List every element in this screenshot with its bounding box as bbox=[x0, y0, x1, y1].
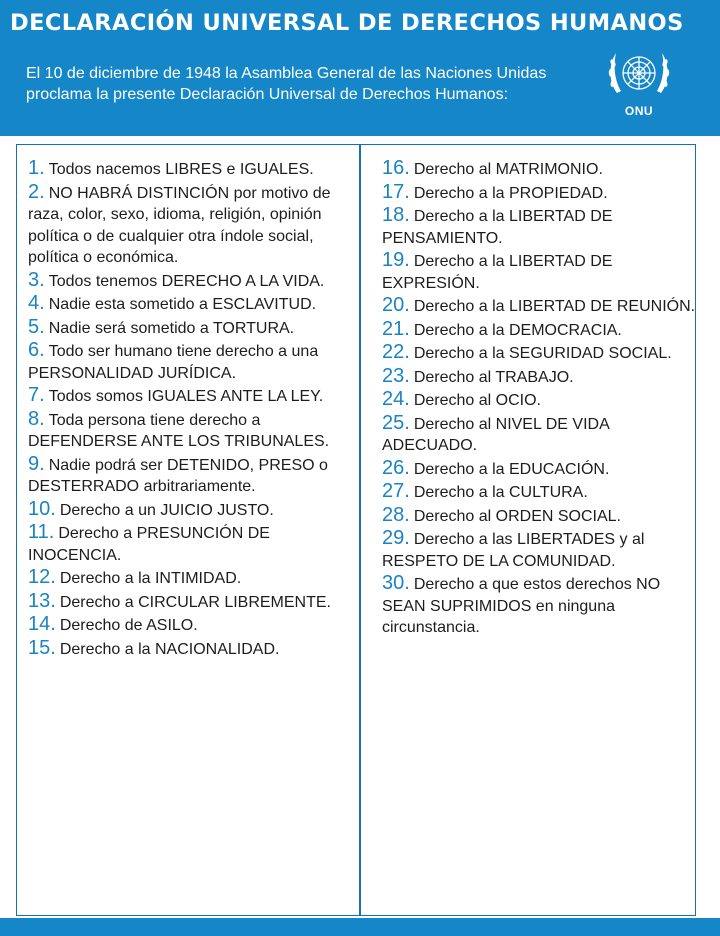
right-item bbox=[28, 614, 348, 637]
onu-logo-text: ONU bbox=[624, 104, 654, 118]
right-number: 7. bbox=[28, 384, 45, 406]
right-item bbox=[28, 499, 348, 522]
right-number: 17. bbox=[382, 180, 410, 203]
right-item bbox=[382, 505, 700, 528]
right-text: Derecho a la EDUCACIÓN. bbox=[413, 460, 610, 478]
right-number: 11. bbox=[28, 521, 55, 543]
right-item bbox=[28, 182, 348, 269]
right-number: 23. bbox=[382, 364, 410, 387]
right-text: Derecho a la NACIONALIDAD. bbox=[59, 640, 280, 658]
right-number: 26. bbox=[382, 456, 410, 479]
right-text: Derecho a la PROPIEDAD. bbox=[413, 184, 608, 202]
right-text: Derecho a CIRCULAR LIBREMENTE. bbox=[59, 593, 331, 611]
right-text: Todo ser humano tiene derecho a una PERSONALIDAD JURÍDICA. bbox=[28, 343, 319, 382]
right-item bbox=[382, 182, 700, 205]
header-banner bbox=[0, 0, 720, 136]
right-number: 6. bbox=[28, 339, 45, 361]
right-item bbox=[28, 409, 348, 453]
right-text: Derecho al NIVEL DE VIDA ADECUADO. bbox=[382, 415, 609, 454]
right-item bbox=[28, 567, 348, 590]
right-item bbox=[28, 638, 348, 661]
right-item bbox=[382, 366, 700, 389]
right-number: 29. bbox=[382, 527, 410, 549]
right-text: Derecho a la LIBERTAD DE REUNIÓN. bbox=[413, 298, 696, 315]
right-number: 20. bbox=[382, 294, 410, 316]
right-number: 18. bbox=[382, 204, 410, 226]
right-text: Derecho a la LIBERTAD DE PENSAMIENTO. bbox=[382, 208, 613, 247]
right-text: Derecho al OCIO. bbox=[413, 392, 541, 409]
right-text: Derecho al MATRIMONIO. bbox=[413, 161, 603, 178]
right-item bbox=[382, 481, 700, 504]
column-divider bbox=[359, 144, 361, 916]
right-text: Derecho a la LIBERTAD DE EXPRESIÓN. bbox=[382, 253, 613, 292]
right-item bbox=[382, 205, 700, 249]
right-text: Toda persona tiene derecho a DEFENDERSE ANTE LOS TRIBUNALES. bbox=[28, 411, 330, 450]
right-item bbox=[28, 591, 348, 614]
right-text: NO HABRÁ DISTINCIÓN por motivo de raza, color, sexo, idioma, religión, opinión política o de cualquier otra índole social, política o económica. bbox=[28, 184, 331, 266]
right-number: 24. bbox=[382, 388, 410, 410]
right-item bbox=[382, 250, 700, 294]
right-text: Nadie será sometido a TORTURA. bbox=[48, 319, 295, 337]
rights-column-right bbox=[382, 158, 700, 640]
right-item bbox=[28, 158, 348, 181]
right-number: 19. bbox=[382, 249, 410, 271]
right-text: Derecho a que estos derechos NO SEAN SUPRIMIDOS en ninguna circunstancia. bbox=[382, 576, 661, 636]
right-item bbox=[382, 528, 700, 572]
right-number: 21. bbox=[382, 317, 410, 340]
right-text: Todos somos IGUALES ANTE LA LEY. bbox=[48, 388, 324, 405]
intro-text: El 10 de diciembre de 1948 la Asamblea General de las Naciones Unidas proclama la presente Declaración Universal de Derechos Humanos: bbox=[26, 65, 547, 103]
right-number: 13. bbox=[28, 589, 56, 612]
right-text: Derecho de ASILO. bbox=[59, 617, 198, 634]
right-number: 30. bbox=[382, 572, 410, 594]
right-text: Nadie podrá ser DETENIDO, PRESO o DESTERRADO arbitrariamente. bbox=[28, 456, 328, 495]
right-text: Derecho a la CULTURA. bbox=[413, 484, 588, 501]
right-item bbox=[382, 389, 700, 412]
right-number: 12. bbox=[28, 566, 56, 588]
right-number: 25. bbox=[382, 411, 410, 434]
right-number: 15. bbox=[28, 636, 56, 659]
right-text: Derecho a la DEMOCRACIA. bbox=[413, 321, 622, 339]
right-text: Derecho a la SEGURIDAD SOCIAL. bbox=[413, 345, 672, 362]
right-text: Todos nacemos LIBRES e IGUALES. bbox=[48, 161, 314, 178]
right-number: 9. bbox=[28, 452, 45, 475]
right-item bbox=[382, 158, 700, 181]
right-number: 27. bbox=[382, 480, 410, 502]
right-item bbox=[382, 295, 700, 318]
right-item bbox=[28, 454, 348, 498]
right-number: 2. bbox=[28, 180, 45, 203]
right-number: 1. bbox=[28, 157, 45, 179]
right-item bbox=[28, 270, 348, 293]
footer-bar bbox=[0, 918, 720, 936]
right-text: Derecho a las LIBERTADES y al RESPETO DE LA COMUNIDAD. bbox=[382, 531, 645, 570]
right-item bbox=[382, 413, 700, 457]
right-item bbox=[382, 342, 700, 365]
right-item bbox=[28, 317, 348, 340]
right-number: 10. bbox=[28, 497, 56, 520]
right-number: 28. bbox=[382, 503, 410, 526]
right-number: 14. bbox=[28, 613, 56, 635]
page-title: DECLARACIÓN UNIVERSAL DE DERECHOS HUMANOS bbox=[10, 10, 684, 36]
right-number: 16. bbox=[382, 157, 410, 179]
rights-column-left bbox=[28, 158, 348, 661]
right-item bbox=[28, 385, 348, 408]
right-number: 5. bbox=[28, 315, 45, 338]
right-number: 4. bbox=[28, 292, 45, 314]
right-text: Derecho al ORDEN SOCIAL. bbox=[413, 507, 621, 525]
right-item bbox=[28, 293, 348, 316]
right-number: 3. bbox=[28, 268, 45, 291]
right-text: Derecho a PRESUNCIÓN DE INOCENCIA. bbox=[28, 525, 270, 564]
right-text: Todos tenemos DERECHO A LA VIDA. bbox=[48, 272, 325, 290]
right-text: Derecho a la INTIMIDAD. bbox=[59, 570, 242, 587]
right-item bbox=[28, 522, 348, 566]
right-item bbox=[382, 573, 700, 639]
right-item bbox=[382, 319, 700, 342]
right-text: Derecho al TRABAJO. bbox=[413, 368, 574, 386]
right-item bbox=[28, 340, 348, 384]
right-number: 22. bbox=[382, 341, 410, 363]
right-text: Derecho a un JUICIO JUSTO. bbox=[59, 501, 274, 519]
right-number: 8. bbox=[28, 407, 45, 430]
right-text: Nadie esta sometido a ESCLAVITUD. bbox=[48, 296, 317, 313]
right-item bbox=[382, 458, 700, 481]
